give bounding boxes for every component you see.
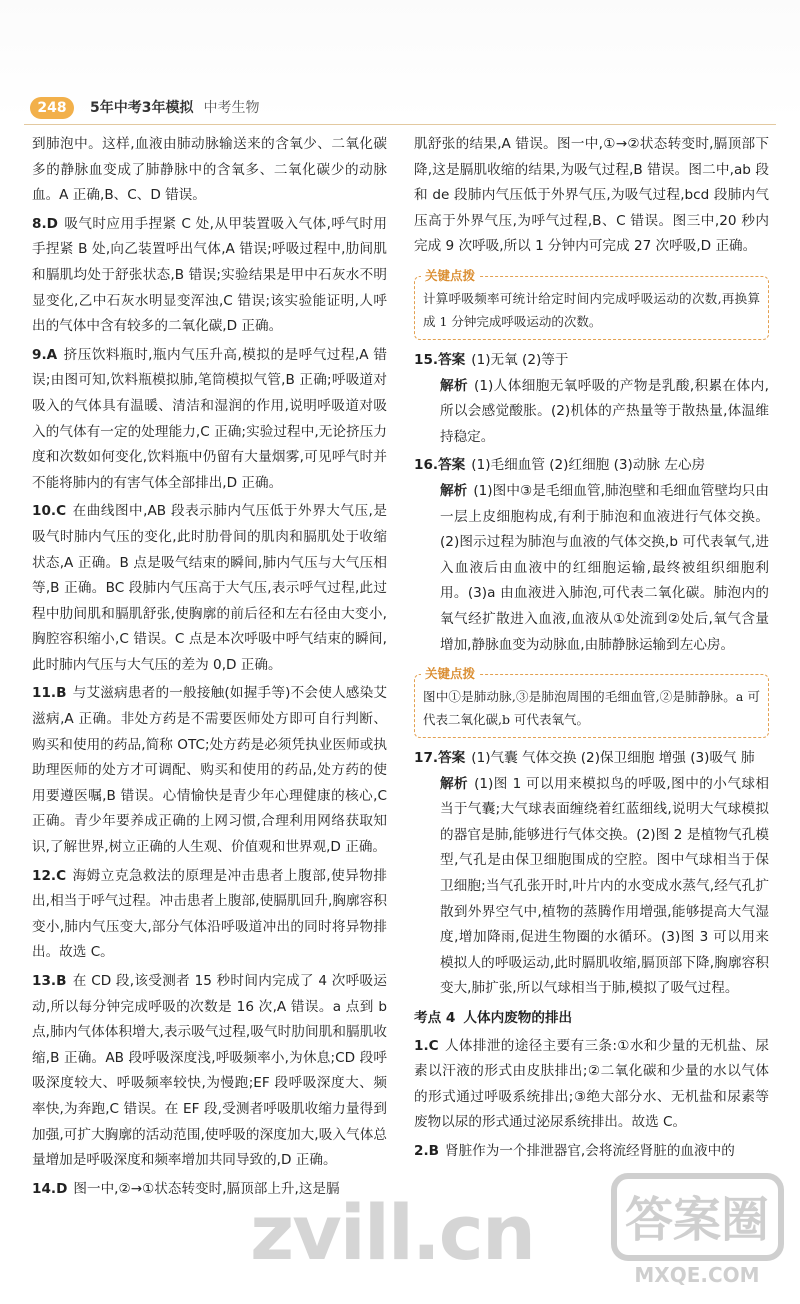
answer-item-13 <box>32 969 387 1174</box>
answer-explanation: 图一中,②→①状态转变时,膈顶部上升,这是膈 <box>73 1180 340 1197</box>
answer-item-16 <box>414 453 769 658</box>
left-column <box>32 132 387 1205</box>
answer-explanation: 挤压饮料瓶时,瓶内气压升高,模拟的是呼气过程,A 错误;由图可知,饮料瓶模拟肺,笔筒模拟气管,B 正确;呼吸道对吸入的气体具有温暖、清洁和湿润的作用,说明呼吸道对吸入的气体有一定的处理能力,C 正确;实验过程中,无论挤压力度和次数如何变化,饮料瓶中仍留有大量烟雾,可见呼气时并不能将肺内的有害气体全部排出,D 正确。 <box>32 346 387 491</box>
question-number: 1. <box>414 1037 429 1054</box>
book-title <box>90 97 259 119</box>
right-column <box>414 132 769 1168</box>
answer-letter: D <box>56 1180 68 1197</box>
answer-explanation: 海姆立克急救法的原理是冲击患者上腹部,使异物排出,相当于呼气过程。冲击患者上腹部,使膈肌回升,胸廓容积变小,肺内气压变大,部分气体沿呼吸道冲出的同时将异物排出。故选 C。 <box>32 867 387 961</box>
book-title-text: 5年中考3年模拟 <box>90 100 194 116</box>
answer-explanation: 在曲线图中,AB 段表示肺内气压低于外界大气压,是吸气时肺内气压的变化,此时肋骨间的肌肉和膈肌处于收缩状态,A 正确。B 点是吸气结束的瞬间,肺内气压与大气压相等,B 正确。BC 段肺内气压高于大气压,表示呼气过程,此过程中肋间肌和膈肌舒张,使胸廓的前后径和左右径由大变小,胸腔容积缩小,C 错误。C 点是本次呼吸中呼气结束的瞬间,此时肺内气压与大气压的差为 0,D 正确。 <box>32 503 387 673</box>
answer-item-10 <box>32 499 387 678</box>
question-number: 14. <box>32 1180 57 1197</box>
answer-item-15 <box>414 348 769 450</box>
question-number: 2. <box>414 1143 429 1159</box>
key-tip-text: 图中①是肺动脉,③是肺泡周围的毛细血管,②是肺静脉。a 可代表二氧化碳,b 可代表氧气。 <box>423 689 760 728</box>
question-number: 8. <box>32 215 47 232</box>
answer-label: 答案 <box>438 351 466 368</box>
answer-letter: B <box>56 685 67 702</box>
watermark-seal-url: MXQE.COM <box>634 1263 760 1287</box>
answer-text: (1)气囊 气体交换 (2)保卫细胞 增强 (3)吸气 肺 <box>471 750 755 767</box>
key-tip-text: 计算呼吸频率可统计给定时间内完成呼吸运动的次数,再换算成 1 分钟完成呼吸运动的次数。 <box>423 290 760 329</box>
answer-letter: B <box>428 1143 439 1159</box>
page-header <box>0 0 800 120</box>
question-number: 15. <box>414 351 439 368</box>
question-number: 12. <box>32 867 57 884</box>
answer-item-8 <box>32 212 387 340</box>
question-number: 10. <box>32 503 57 520</box>
answer-item-12 <box>32 864 387 966</box>
answer-explanation: 与艾滋病患者的一般接触(如握手等)不会使人感染艾滋病,A 正确。非处方药是不需要医师处方即可自行判断、购买和使用的药品,简称 OTC;处方药是必须凭执业医师或执助理医师的处方才可调配、购买和使用的药品,处方药的使用要遵医嘱,B 错误。心情愉快是青少年心理健康的核心,C 正确。青少年要养成正确的上网习惯,合理利用网络获取知识,了解世界,树立正确的人生观、价值观和世界观,D 正确。 <box>32 685 387 856</box>
answer-label: 答案 <box>438 750 466 767</box>
answer-letter: C <box>56 867 67 884</box>
question-number: 11. <box>32 685 57 702</box>
answer-letter: A <box>46 346 58 363</box>
answer-item-11 <box>32 681 387 860</box>
answer-text: (1)无氧 (2)等于 <box>471 351 569 368</box>
question-number: 9. <box>32 346 47 363</box>
watermark-seal-icon <box>610 1170 785 1290</box>
answer-item-9 <box>32 343 387 497</box>
answer-item-17 <box>414 746 769 1002</box>
explanation-label: 解析 <box>440 775 469 792</box>
answer-letter: C <box>428 1037 439 1054</box>
watermark-text: zvill.cn <box>250 1188 534 1277</box>
answer-explanation: 肾脏作为一个排泄器官,会将流经肾脏的血液中的 <box>445 1143 735 1159</box>
question-number: 16. <box>414 457 439 474</box>
answer-explanation: 人体排泄的途径主要有三条:①水和少量的无机盐、尿素以汗液的形式由皮肤排出;②二氧化碳和少量的水以气体的形式通过呼吸系统排出;③绝大部分水、无机盐和尿素等废物以尿的形式通过泌尿系统排出。故选 C。 <box>414 1037 769 1131</box>
q14-continuation: 肌舒张的结果,A 错误。图一中,①→②状态转变时,膈顶部下降,这是膈肌收缩的结果,为吸气过程,B 错误。图二中,ab 段和 de 段肺内气压低于外界气压,为吸气过程,bcd 段肺内气压高于外界气压,为呼气过程,B、C 错误。图三中,20 秒内完成 9 次呼吸,所以 1 分钟内可完成 27 次呼吸,D 正确。 <box>414 136 769 255</box>
explanation-text: (1)图中③是毛细血管,肺泡壁和毛细血管壁均只由一层上皮细胞构成,有利于肺泡和血液进行气体交换。(2)图示过程为肺泡与血液的气体交换,b 可代表氧气,进入血液后由血液中的红细胞运输,最终被组织细胞利用。(3)a 由血液进入肺泡,可代表二氧化碳。肺泡内的氧气经扩散进入血液,血液从①处流到②处后,氧气含量增加,静脉血变为动脉血,由肺静脉运输到左心房。 <box>440 482 769 653</box>
answer-letter: C <box>56 503 67 520</box>
key-tip-box <box>414 666 769 738</box>
answer-letter: D <box>46 215 58 232</box>
key-tip-label: 关键点拨 <box>421 266 479 286</box>
explanation-text: (1)图 1 可以用来模拟鸟的呼吸,图中的小气球相当于气囊;大气球表面缠绕着红蓝细线,说明大气球模拟的器官是肺,能够进行气体交换。(2)图 2 是植物气孔模型,气孔是由保卫细胞围成的空腔。图中气球相当于保卫细胞;当气孔张开时,叶片内的水变成水蒸气,经气孔扩散到外界空气中,植物的蒸腾作用增强,能够提高大气湿度,增加降雨,促进生物圈的水循环。(3)图 3 可以用来模拟人的呼吸运动,此时膈肌收缩,膈顶部下降,胸廓容积变大,肺扩张,所以气球相当于肺,模拟了吸气过程。 <box>440 775 770 997</box>
answer-explanation: 在 CD 段,该受测者 15 秒时间内完成了 4 次呼吸运动,所以每分钟完成呼吸的次数是 16 次,A 错误。a 点到 b 点,肺内气体体积增大,表示吸气过程,吸气时肋间肌和膈肌收缩,B 正确。AB 段呼吸深度浅,呼吸频率小,为休息;CD 段呼吸深度较大、呼吸频率较快,为慢跑;EF 段呼吸深度大、频率快,为奔跑,C 错误。在 EF 段,受测者呼吸肌收缩力量得到加强,可扩大胸廓的活动范围,使呼吸的深度加大,吸入气体总量增加是呼吸深度和频率增加共同导致的,D 正确。 <box>32 973 387 1169</box>
section4-answer-1 <box>414 1034 769 1136</box>
subject-label: 中考生物 <box>203 100 260 116</box>
explanation-label: 解析 <box>440 482 468 499</box>
answer-explanation: 吸气时应用手捏紧 C 处,从甲装置吸入气体,呼气时用手捏紧 B 处,向乙装置呼出气体,A 错误;呼吸过程中,肋间肌和膈肌均处于舒张状态,B 错误;实验结果是甲中石灰水不明显变化,乙中石灰水明显变浑浊,C 错误;该实验能证明,人呼出的气体中含有较多的二氧化碳,D 正确。 <box>32 215 387 335</box>
key-tip-label: 关键点拨 <box>421 664 479 684</box>
explanation-text: (1)人体细胞无氧呼吸的产物是乳酸,积累在体内,所以会感觉酸胀。(2)机体的产热量等于散热量,体温维持稳定。 <box>440 377 769 445</box>
watermark-seal-text: 答案圈 <box>624 1192 770 1248</box>
section-title: 人体内废物的排出 <box>463 1010 573 1027</box>
q7-continuation: 到肺泡中。这样,血液由肺动脉输送来的含氧少、二氧化碳多的静脉血变成了肺静脉中的含氧多、二氧化碳少的动脉血。A 正确,B、C、D 错误。 <box>32 136 387 204</box>
question-number: 17. <box>414 750 439 767</box>
question-number: 13. <box>32 973 57 989</box>
answer-label: 答案 <box>438 457 466 474</box>
explanation-label: 解析 <box>440 377 469 394</box>
answer-letter: B <box>56 973 67 989</box>
section-tag: 考点 4 <box>414 1010 456 1027</box>
section4-answer-2 <box>414 1139 769 1165</box>
key-tip-box <box>414 267 769 340</box>
section-heading <box>414 1006 769 1032</box>
page-number-badge: 248 <box>30 97 74 119</box>
answer-text: (1)毛细血管 (2)红细胞 (3)动脉 左心房 <box>471 457 706 474</box>
answer-item-14 <box>32 1177 387 1203</box>
header-divider <box>24 124 776 125</box>
